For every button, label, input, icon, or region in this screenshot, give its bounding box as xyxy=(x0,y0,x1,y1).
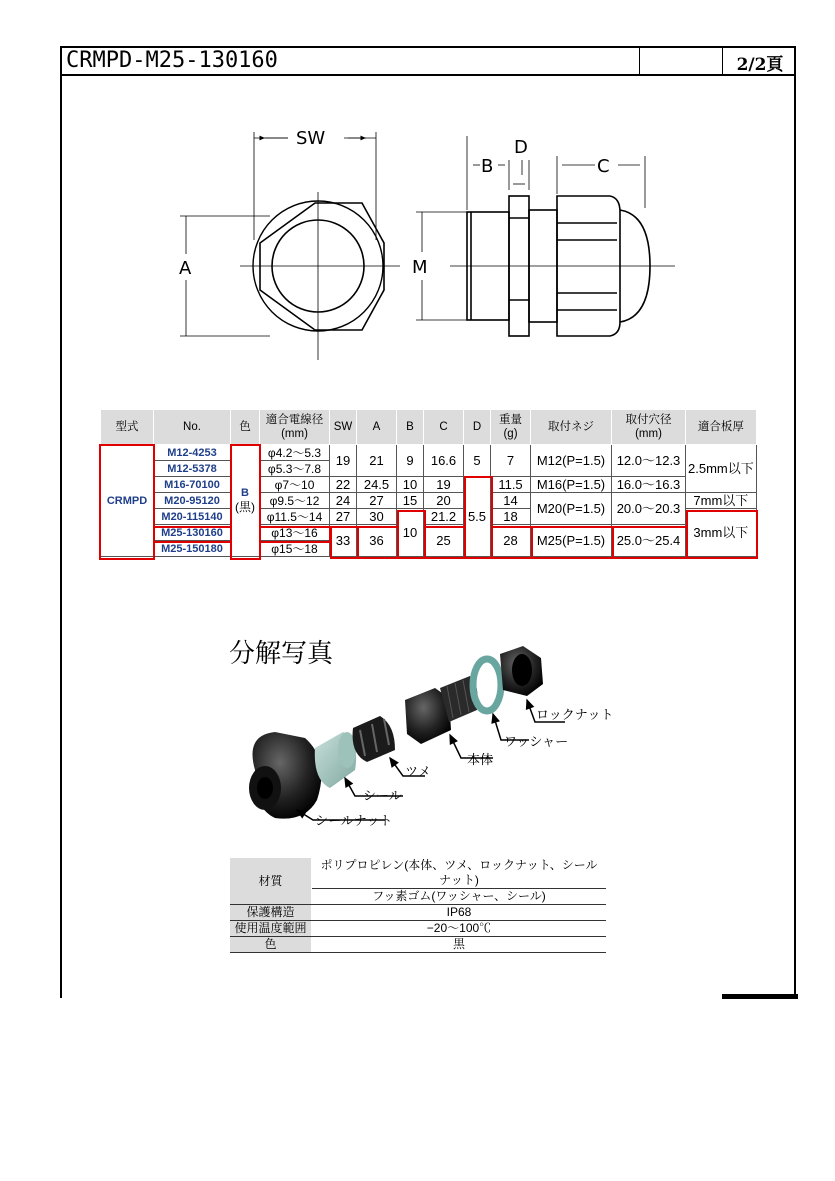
c-cell: 20 xyxy=(424,493,464,509)
color-code: B xyxy=(241,487,249,499)
seal-nut-part xyxy=(249,732,321,819)
model-cell: M16-70100 xyxy=(154,477,231,493)
col-header-a: A xyxy=(357,410,397,445)
b-cell: 10 xyxy=(397,509,424,557)
plate-cell: 2.5mm以下 xyxy=(686,445,757,493)
col-header-d: D xyxy=(464,410,491,445)
model-cell: M25-150180 xyxy=(154,541,231,557)
b-cell: 15 xyxy=(397,493,424,509)
sw-cell: 33 xyxy=(330,525,357,557)
col-header-sw: SW xyxy=(330,410,357,445)
claw-part xyxy=(353,716,395,762)
frame-right-border xyxy=(794,76,796,998)
weight-cell: 7 xyxy=(491,445,531,477)
b-label: B xyxy=(481,156,494,177)
b-cell: 9 xyxy=(397,445,424,477)
c-cell: 19 xyxy=(424,477,464,493)
col-header-wire: 適合電線径 (mm) xyxy=(260,410,330,445)
thread-cell: M12(P=1.5) xyxy=(531,445,612,477)
wire-cell: φ7～10 xyxy=(260,477,330,493)
series-cell: CRMPD xyxy=(101,445,154,557)
weight-cell: 28 xyxy=(491,525,531,557)
c-cell: 16.6 xyxy=(424,445,464,477)
table-row xyxy=(101,493,757,509)
spec-table xyxy=(100,409,757,557)
table-row xyxy=(230,937,606,953)
body-part xyxy=(405,676,478,744)
c-cell: 25 xyxy=(424,525,464,557)
seal-part xyxy=(315,732,356,788)
thread-cell: M16(P=1.5) xyxy=(531,477,612,493)
label-seal: シール xyxy=(363,789,402,804)
table-row xyxy=(230,858,606,889)
color-value: 黒 xyxy=(312,937,607,953)
thread-cell: M20(P=1.5) xyxy=(531,493,612,525)
a-cell: 30 xyxy=(357,509,397,525)
b-cell: 10 xyxy=(397,477,424,493)
wire-cell: φ9.5～12 xyxy=(260,493,330,509)
c-cell: 21.2 xyxy=(424,509,464,525)
weight-cell: 18 xyxy=(491,509,531,525)
col-header-plate: 適合板厚 xyxy=(686,410,757,445)
hole-cell: 16.0～16.3 xyxy=(612,477,686,493)
exploded-view-title: 分解写真 xyxy=(229,639,334,669)
table-row xyxy=(101,477,757,493)
col-header-b: B xyxy=(397,410,424,445)
color-name: (黒) xyxy=(235,500,255,514)
material-value: ポリプロピレン(本体、ツメ、ロックナット、シールナット) xyxy=(312,858,607,889)
col-header-color: 色 xyxy=(231,410,260,445)
model-cell: M20-115140 xyxy=(154,509,231,525)
label-body: 本体 xyxy=(467,753,494,768)
header-divider xyxy=(639,46,640,76)
label-lock-nut: ロックナット xyxy=(536,708,614,723)
col-header-hole: 取付穴径 (mm) xyxy=(612,410,686,445)
color-key: 色 xyxy=(230,937,312,953)
plate-cell: 7mm以下 xyxy=(686,493,757,509)
weight-cell: 14 xyxy=(491,493,531,509)
wire-cell: φ13～16 xyxy=(260,525,330,541)
a-cell: 24.5 xyxy=(357,477,397,493)
a-cell: 21 xyxy=(357,445,397,477)
color-cell xyxy=(231,445,260,557)
temperature-value: −20～100℃ xyxy=(312,921,607,937)
label-washer: ワッシャー xyxy=(504,735,569,750)
wire-cell: φ4.2～5.3 xyxy=(260,445,330,461)
wire-cell: φ11.5～14 xyxy=(260,509,330,525)
col-header-weight: 重量 (g) xyxy=(491,410,531,445)
hole-cell: 25.0～25.4 xyxy=(612,525,686,557)
sw-cell: 24 xyxy=(330,493,357,509)
c-label: C xyxy=(597,156,610,177)
exploded-photo xyxy=(235,640,615,840)
wire-cell: φ5.3～7.8 xyxy=(260,461,330,477)
col-header-no: No. xyxy=(154,410,231,445)
model-cell: M12-4253 xyxy=(154,445,231,461)
d-label: D xyxy=(514,137,528,158)
m-label: M xyxy=(412,257,428,278)
a-label: A xyxy=(179,258,192,279)
plate-cell: 3mm以下 xyxy=(686,509,757,557)
protection-key: 保護構造 xyxy=(230,905,312,921)
sw-label: SW xyxy=(296,128,326,149)
lock-nut-part xyxy=(500,646,543,696)
model-cell: M20-95120 xyxy=(154,493,231,509)
table-row xyxy=(230,905,606,921)
a-cell: 36 xyxy=(357,525,397,557)
sw-cell: 19 xyxy=(330,445,357,477)
frame-foot-mark xyxy=(722,994,798,999)
col-header-type: 型式 xyxy=(101,410,154,445)
a-cell: 27 xyxy=(357,493,397,509)
label-seal-nut: シールナット xyxy=(315,814,393,829)
table-header-row xyxy=(101,410,757,445)
frame-left-border xyxy=(60,76,62,998)
hole-cell: 12.0～12.3 xyxy=(612,445,686,477)
material-table xyxy=(230,858,606,953)
col-header-c: C xyxy=(424,410,464,445)
model-cell: M12-5378 xyxy=(154,461,231,477)
page-number: 2/2頁 xyxy=(736,55,784,75)
side-view xyxy=(450,196,675,336)
temperature-key: 使用温度範囲 xyxy=(230,921,312,937)
weight-cell: 11.5 xyxy=(491,477,531,493)
col-header-thread: 取付ネジ xyxy=(531,410,612,445)
wire-cell: φ15～18 xyxy=(260,541,330,557)
a-dimension xyxy=(180,216,270,336)
protection-value: IP68 xyxy=(312,905,607,921)
model-cell: M25-130160 xyxy=(154,525,231,541)
sw-cell: 22 xyxy=(330,477,357,493)
d-cell: 5 xyxy=(464,445,491,477)
table-row xyxy=(230,921,606,937)
hole-cell: 20.0～20.3 xyxy=(612,493,686,525)
sw-cell: 27 xyxy=(330,509,357,525)
material-value: フッ素ゴム(ワッシャー、シール) xyxy=(312,889,607,905)
table-row xyxy=(101,445,757,461)
material-key: 材質 xyxy=(230,858,312,905)
dimension-drawing xyxy=(170,120,690,370)
washer-part xyxy=(473,659,501,711)
table-row xyxy=(101,525,757,541)
document-title: CRMPD-M25-130160 xyxy=(66,48,278,73)
header-divider xyxy=(722,46,723,76)
label-claw: ツメ xyxy=(405,765,431,780)
d-cell: 5.5 xyxy=(464,477,491,557)
thread-cell: M25(P=1.5) xyxy=(531,525,612,557)
